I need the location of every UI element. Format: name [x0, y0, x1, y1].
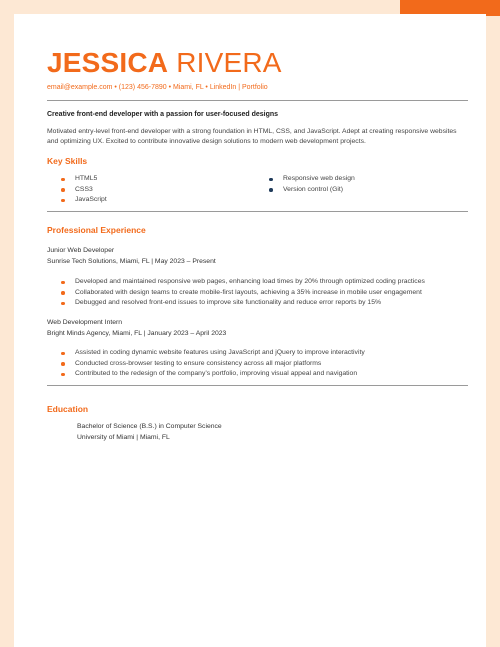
skills-list-left: [61, 174, 107, 206]
list-item: Responsive web design: [269, 174, 355, 185]
list-item: HTML5: [61, 174, 107, 185]
bullet-icon: [61, 188, 65, 192]
list-item: CSS3: [61, 185, 107, 196]
candidate-name: [47, 46, 282, 80]
first-name: JESSICA: [47, 47, 169, 78]
resume-page: [14, 14, 486, 647]
bullet-icon: [269, 188, 273, 192]
bullet-icon: [61, 373, 65, 377]
summary: Motivated entry-level front-end developer with a strong foundation in HTML, CSS, and JavaScript. Adept at creating responsive websites and optimizing UX. Excited to contribute innovative design solutions to modern web development projects.: [47, 128, 457, 145]
degree: Bachelor of Science (B.S.) in Computer Science: [77, 423, 222, 430]
last-name: RIVERA: [176, 47, 282, 78]
skills-title: Key Skills: [47, 156, 88, 166]
contact-line: email@example.com • (123) 456-7890 • Miami, FL • LinkedIn | Portfolio: [47, 84, 268, 91]
list-item: Conducted cross-browser testing to ensure consistency across all major platforms: [61, 359, 365, 370]
bullet-icon: [269, 178, 273, 182]
bullet-icon: [61, 352, 65, 356]
bullet-icon: [61, 281, 65, 285]
bullet-icon: [61, 178, 65, 182]
list-item: Debugged and resolved front-end issues to improve site functionality and reduce error reports by 15%: [61, 298, 425, 309]
list-item: Developed and maintained responsive web pages, enhancing load times by 20% through optimized coding practices: [61, 277, 425, 288]
list-item: Assisted in coding dynamic website features using JavaScript and jQuery to improve interactivity: [61, 348, 365, 359]
list-item: Version control (Git): [269, 185, 355, 196]
job-bullets: [61, 348, 365, 380]
divider: [47, 211, 468, 212]
headline: Creative front-end developer with a passion for user-focused designs: [47, 111, 279, 118]
job-title: Junior Web Developer: [47, 247, 115, 254]
job-title: Web Development Intern: [47, 319, 123, 326]
job-company: Sunrise Tech Solutions, Miami, FL | May 2023 – Present: [47, 258, 216, 265]
job-bullets: [61, 277, 425, 309]
list-item: JavaScript: [61, 195, 107, 206]
bullet-icon: [61, 199, 65, 203]
school: University of Miami | Miami, FL: [77, 434, 170, 441]
education-title: Education: [47, 404, 89, 414]
list-item: Collaborated with design teams to create mobile-first layouts, achieving a 35% increase in mobile user engagement: [61, 288, 425, 299]
experience-title: Professional Experience: [47, 225, 146, 235]
bullet-icon: [61, 291, 65, 295]
divider: [47, 100, 468, 101]
bullet-icon: [61, 302, 65, 306]
job-company: Bright Minds Agency, Miami, FL | January 2023 – April 2023: [47, 330, 227, 337]
divider: [47, 385, 468, 386]
skills-list-right: [269, 174, 355, 195]
bullet-icon: [61, 362, 65, 366]
list-item: Contributed to the redesign of the company’s portfolio, improving visual appeal and navigation: [61, 369, 365, 380]
